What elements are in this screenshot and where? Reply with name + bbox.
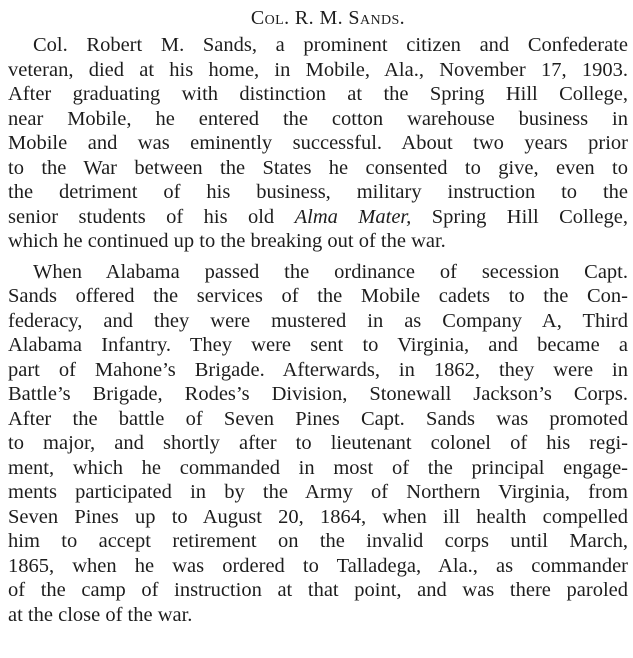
document-page	[8, 6, 628, 627]
text-line: Mobile and was eminently successful. About two years prior	[8, 132, 628, 154]
text-line: After graduating with distinction at the Spring Hill College,	[8, 83, 628, 105]
text-segment: Spring Hill College,	[411, 205, 628, 228]
text-line: veteran, died at his home, in Mobile, Ala., November 17, 1903.	[8, 58, 628, 81]
text-line: him to accept retirement on the invalid corps until March,	[8, 530, 628, 552]
text-line: to major, and shortly after to lieutenant colonel of his regi-	[8, 432, 628, 454]
text-line: at the close of the war.	[8, 603, 193, 626]
paragraph-1	[8, 33, 628, 254]
text-line: the detriment of his business, military instruction to the	[8, 181, 628, 203]
text-line: After the battle of Seven Pines Capt. Sands was promoted	[8, 407, 628, 430]
text-line: Seven Pines up to August 20, 1864, when ill health compelled	[8, 505, 628, 528]
text-line: to the War between the States he consented to give, even to	[8, 156, 628, 179]
text-line: Col. Robert M. Sands, a prominent citizen and Confederate	[33, 34, 628, 56]
text-line: Battle’s Brigade, Rodes’s Division, Stonewall Jackson’s Corps.	[8, 383, 628, 405]
text-line: federacy, and they were mustered in as Company A, Third	[8, 309, 628, 332]
italic-phrase: Alma Mater,	[294, 205, 412, 228]
text-line: near Mobile, he entered the cotton warehouse business in	[8, 107, 628, 130]
text-segment: senior students of his old	[8, 205, 295, 228]
text-line: ments participated in by the Army of Northern Virginia, from	[8, 481, 628, 503]
text-line: of the camp of instruction at that point, and was there paroled	[8, 579, 628, 601]
text-line: Alabama Infantry. They were sent to Virginia, and became a	[8, 334, 628, 356]
article-title: Col. R. M. Sands.	[250, 7, 406, 29]
text-line: part of Mahone’s Brigade. Afterwards, in 1862, they were in	[8, 358, 628, 381]
text-line: 1865, when he was ordered to Talladega, Ala., as commander	[8, 554, 628, 577]
text-line: ment, which he commanded in most of the principal engage-	[8, 456, 628, 479]
paragraph-2	[8, 260, 628, 628]
text-line: When Alabama passed the ordinance of secession Capt.	[33, 260, 628, 283]
text-line: Sands offered the services of the Mobile cadets to the Con-	[8, 285, 628, 307]
text-line-mixed	[8, 205, 628, 230]
text-line: which he continued up to the breaking out of the war.	[8, 230, 446, 252]
